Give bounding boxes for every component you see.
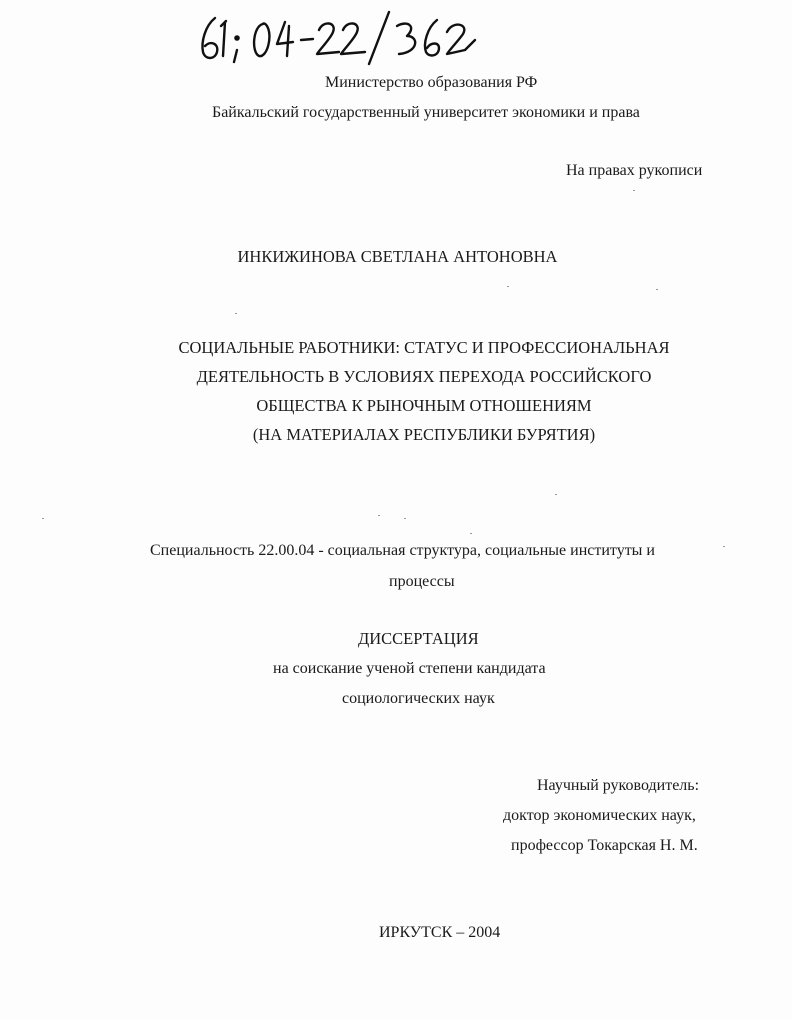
scan-speck bbox=[633, 190, 635, 191]
author-name: ИНКИЖИНОВА СВЕТЛАНА АНТОНОВНА bbox=[237, 247, 558, 266]
supervisor-name: профессор Токарская Н. М. bbox=[511, 837, 698, 854]
manuscript-rights-note: На правах рукописи bbox=[566, 162, 703, 179]
supervisor-label: Научный руководитель: bbox=[537, 777, 700, 794]
university-name: Байкальский государственный университет экономики и права bbox=[212, 104, 640, 121]
handwritten-code-drawing bbox=[193, 6, 493, 70]
scan-speck bbox=[42, 518, 44, 519]
title-line: ДЕЯТЕЛЬНОСТЬ В УСЛОВИЯХ ПЕРЕХОДА РОССИЙСКОГО bbox=[196, 367, 652, 386]
handwritten-archive-code bbox=[193, 6, 493, 70]
scan-speck bbox=[723, 546, 725, 547]
scan-speck bbox=[656, 289, 658, 290]
title-line: СОЦИАЛЬНЫЕ РАБОТНИКИ: СТАТУС И ПРОФЕССИОНАЛЬНАЯ bbox=[178, 338, 670, 357]
supervisor-degree: доктор экономических наук, bbox=[503, 807, 696, 824]
scan-speck bbox=[470, 533, 472, 534]
city-year: ИРКУТСК – 2004 bbox=[379, 924, 501, 941]
title-line: ОБЩЕСТВА К РЫНОЧНЫМ ОТНОШЕНИЯМ bbox=[256, 396, 592, 415]
scan-speck bbox=[507, 286, 509, 287]
scan-speck bbox=[404, 518, 406, 519]
dissertation-heading: ДИССЕРТАЦИЯ bbox=[358, 629, 479, 648]
degree-field: социологических наук bbox=[342, 690, 495, 707]
scan-speck bbox=[378, 515, 380, 516]
degree-purpose: на соискание ученой степени кандидата bbox=[273, 660, 546, 677]
dissertation-title bbox=[0, 333, 792, 449]
scan-speck bbox=[555, 494, 557, 495]
scan-speck bbox=[235, 313, 237, 314]
specialty-line-continued: процессы bbox=[389, 573, 455, 590]
specialty-line: Специальность 22.00.04 - социальная структура, социальные институты и bbox=[150, 542, 655, 559]
title-line: (НА МАТЕРИАЛАХ РЕСПУБЛИКИ БУРЯТИЯ) bbox=[252, 425, 596, 444]
ministry-name: Министерство образования РФ bbox=[325, 74, 538, 91]
